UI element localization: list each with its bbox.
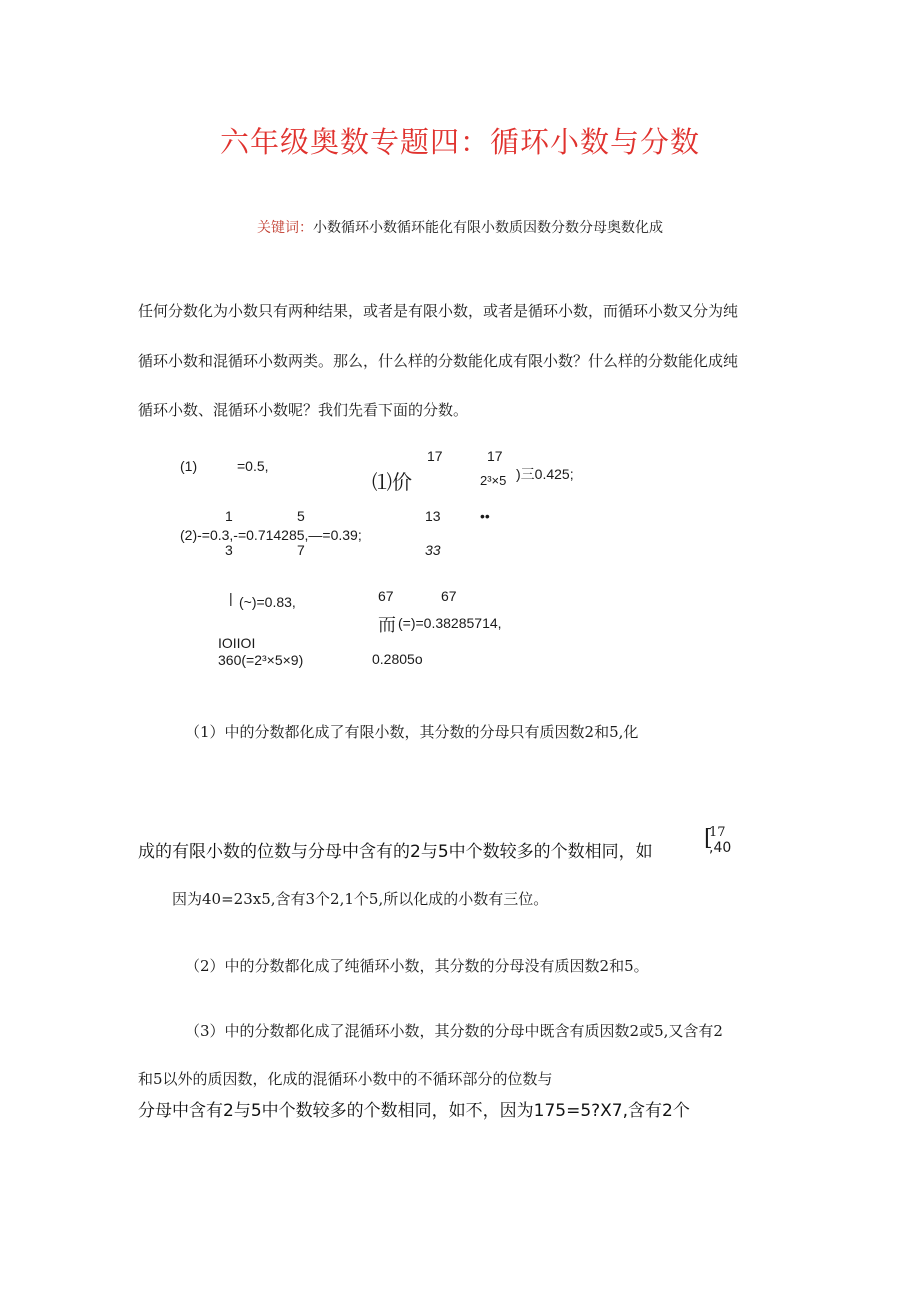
example-2-den-1: 3 <box>225 542 233 558</box>
keywords-label: 关键词： <box>257 220 313 236</box>
example-3-bar: | <box>229 590 233 606</box>
paragraph-2-den: ,40 <box>709 840 732 856</box>
example-1-den: 2³×5 <box>480 473 507 488</box>
paragraph-3: 因为40=23x5,含有3个2,1个5,所以化成的小数有三位。 <box>172 890 549 908</box>
example-2-num-3: 13 <box>425 508 441 524</box>
example-2-den-2: 7 <box>297 542 305 558</box>
example-2-line: (2)-=0.3,-=0.714285,—=0.39; <box>180 527 362 543</box>
intro-line-3: 循环小数、混循环小数呢？我们先看下面的分数。 <box>138 401 469 419</box>
keywords-line <box>0 217 920 237</box>
example-1-result: )三0.425; <box>516 466 574 482</box>
paragraph-7: 分母中含有2与5中个数较多的个数相同，如不，因为175=5?X7,含有2个 <box>138 1101 690 1121</box>
example-3-c-2: 360(=2³×5×9) <box>218 652 304 668</box>
example-1-num-2: 17 <box>487 448 503 464</box>
keywords-text: 小数循环小数循环能化有限小数质因数分数分母奥数化成 <box>313 220 663 236</box>
example-2-den-3: 33 <box>425 542 441 558</box>
example-3-result: 0.2805o <box>372 651 423 667</box>
intro-line-2: 循环小数和混循环小数两类。那么，什么样的分数能化成有限小数？什么样的分数能化成纯 <box>138 352 739 370</box>
example-3-b: (=)=0.38285714, <box>398 615 502 631</box>
intro-line-1: 任何分数化为小数只有两种结果，或者是有限小数，或者是循环小数，而循环小数又分为纯 <box>138 302 739 320</box>
example-2-dots: •• <box>480 508 490 524</box>
paragraph-2-num: 17 <box>709 825 726 840</box>
example-1-a: =0.5, <box>237 458 269 474</box>
page-title: 六年级奥数专题四：循环小数与分数 <box>219 125 700 159</box>
example-1-num-1: 17 <box>427 448 443 464</box>
paragraph-4: （2）中的分数都化成了纯循环小数，其分数的分母没有质因数2和5。 <box>185 957 649 975</box>
example-3-a: (~)=0.83, <box>239 594 296 610</box>
example-2-num-2: 5 <box>297 508 305 524</box>
paragraph-2-bracket: [ <box>704 826 713 851</box>
paragraph-6: 和5以外的质因数，化成的混循环小数中的不循环部分的位数与 <box>138 1070 553 1088</box>
example-3-b-glyph: 而 <box>378 615 396 636</box>
paragraph-2: 成的有限小数的位数与分母中含有的2与5中个数较多的个数相同，如 <box>138 842 653 862</box>
example-1-b: ⑴价 <box>372 470 412 494</box>
example-1-label: (1) <box>180 458 198 474</box>
paragraph-1: （1）中的分数都化成了有限小数，其分数的分母只有质因数2和5,化 <box>185 723 639 741</box>
example-2-num-1: 1 <box>225 508 233 524</box>
example-3-num-1: 67 <box>378 588 394 604</box>
example-3-c-1: IOIIOI <box>218 635 256 651</box>
example-3-num-2: 67 <box>441 588 457 604</box>
paragraph-5: （3）中的分数都化成了混循环小数，其分数的分母中既含有质因数2或5,又含有2 <box>185 1022 723 1040</box>
